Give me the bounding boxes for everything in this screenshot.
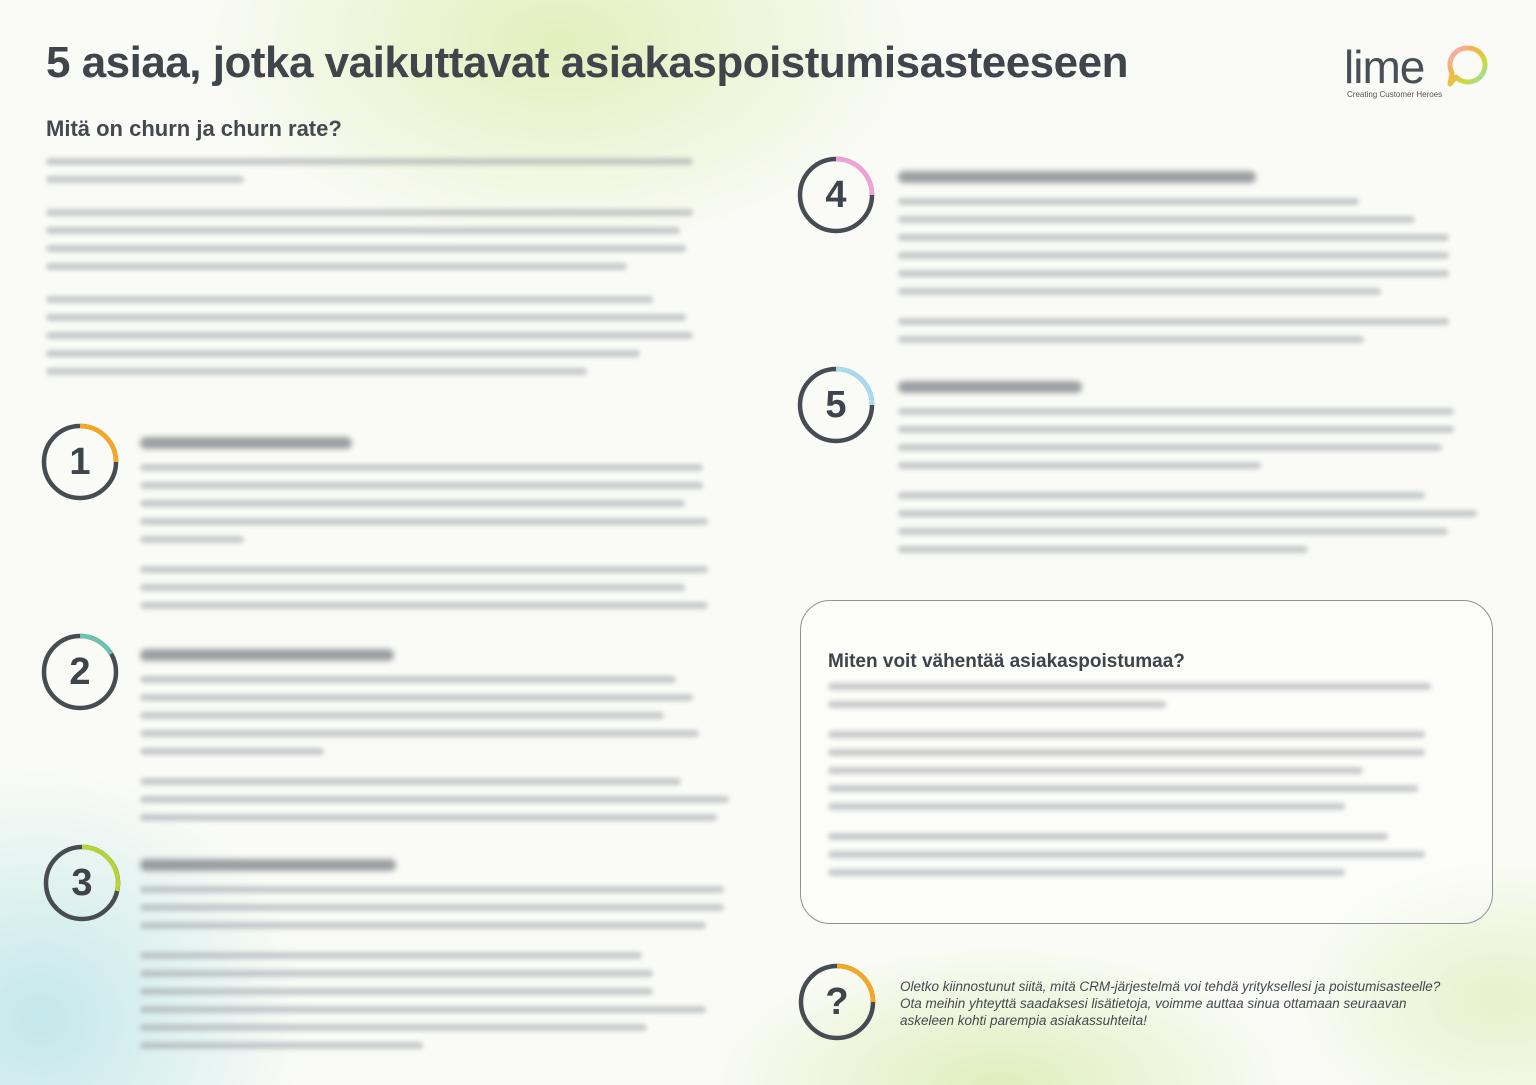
tips-panel: [800, 600, 1493, 924]
speech-bubble-icon: [1442, 42, 1494, 94]
badge-number: 4: [825, 173, 847, 216]
item-4-text-blurred: [898, 198, 1460, 354]
item-4-heading-blurred: [898, 171, 1256, 183]
item-5-text-blurred: [898, 408, 1483, 564]
item-1-text-blurred: [140, 464, 720, 620]
number-badge-5: [796, 365, 876, 445]
badge-number: 2: [69, 650, 91, 693]
badge-number: 3: [71, 861, 93, 904]
number-badge-4: [796, 155, 876, 235]
item-2-text-blurred: [140, 676, 735, 832]
logo-wordmark: lime: [1344, 41, 1425, 93]
intro-text-blurred: [46, 158, 706, 386]
number-badge-2: [40, 632, 120, 712]
question-badge: [797, 962, 877, 1042]
item-1-heading-blurred: [140, 437, 352, 449]
lime-logo[interactable]: [1344, 40, 1504, 102]
tips-text-blurred: [828, 683, 1443, 887]
contact-call-to-action: Oletko kiinnostunut siitä, mitä CRM-järjestelmä voi tehdä yrityksellesi ja poistumisasteelle? Ota meihin yhteyttä saadaksesi lisätietoja, voimme auttaa sinua ottamaan seuraavan askeleen kohti parempia asiakassuhteita!: [900, 979, 1441, 1028]
tips-heading: Miten voit vähentää asiakaspoistumaa?: [828, 651, 1185, 672]
question-mark: ?: [825, 980, 849, 1023]
page-title: 5 asiaa, jotka vaikuttavat asiakaspoistumisasteeseen: [46, 38, 1128, 87]
badge-number: 5: [825, 383, 847, 426]
item-3-text-blurred: [140, 886, 730, 1060]
badge-number: 1: [69, 440, 91, 483]
logo-tagline: Creating Customer Heroes: [1347, 90, 1443, 99]
number-badge-1: [40, 422, 120, 502]
item-3-heading-blurred: [140, 859, 396, 871]
intro-heading: Mitä on churn ja churn rate?: [46, 116, 342, 141]
number-badge-3: [42, 843, 122, 923]
item-2-heading-blurred: [140, 649, 394, 661]
item-5-heading-blurred: [898, 381, 1082, 393]
